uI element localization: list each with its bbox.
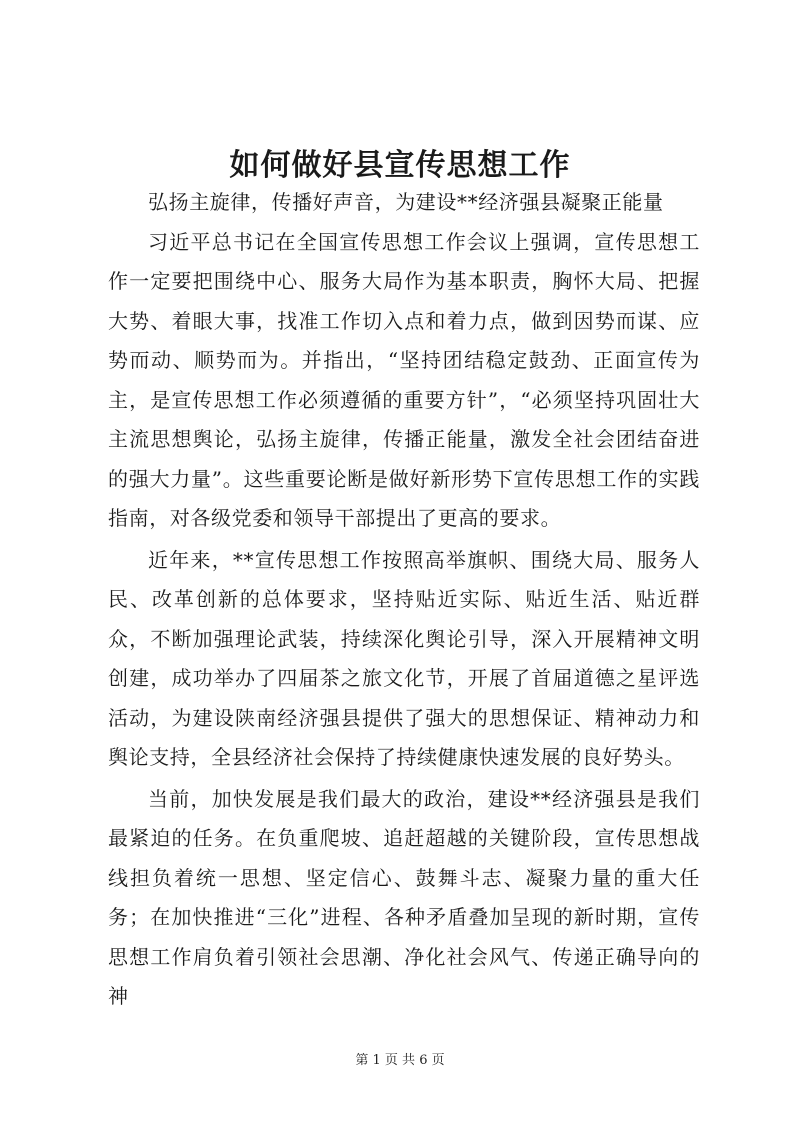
document-body: [108, 183, 700, 1017]
document-subtitle: 弘扬主旋律，传播好声音，为建设**经济强县凝聚正能量: [148, 190, 664, 214]
document-title: 如何做好县宣传思想工作: [229, 148, 571, 183]
paragraph-1: 习近平总书记在全国宣传思想工作会议上强调，宣传思想工作一定要把围绕中心、服务大局作为基本职责，胸怀大局、把握大势、着眼大事，找准工作切入点和着力点，做到因势而谋、应势而动、顺势而为。并指出，“坚持团结稳定鼓劲、正面宣传为主，是宣传思想工作必须遵循的重要方针”，“必须坚持巩固壮大主流思想舆论，弘扬主旋律，传播正能量，激发全社会团结奋进的强大力量”。这些重要论断是做好新形势下宣传思想工作的实践指南，对各级党委和领导干部提出了更高的要求。: [108, 229, 700, 530]
page-footer: 第 1 页 共 6 页: [355, 1053, 445, 1068]
paragraph-2: 近年来，**宣传思想工作按照高举旗帜、围绕大局、服务人民、改革创新的总体要求，坚持贴近实际、贴近生活、贴近群众，不断加强理论武装，持续深化舆论引导，深入开展精神文明创建，成功举办了四届茶之旅文化节，开展了首届道德之星评选活动，为建设陕南经济强县提供了强大的思想保证、精神动力和舆论支持，全县经济社会保持了持续健康快速发展的良好势头。: [108, 547, 700, 769]
paragraph-3: 当前，加快发展是我们最大的政治，建设**经济强县是我们最紧迫的任务。在负重爬坡、追赶超越的关键阶段，宣传思想战线担负着统一思想、坚定信心、鼓舞斗志、凝聚力量的重大任务；在加快推进“三化”进程、各种矛盾叠加呈现的新时期，宣传思想工作肩负着引领社会思潮、净化社会风气、传递正确导向的神: [108, 786, 700, 1008]
